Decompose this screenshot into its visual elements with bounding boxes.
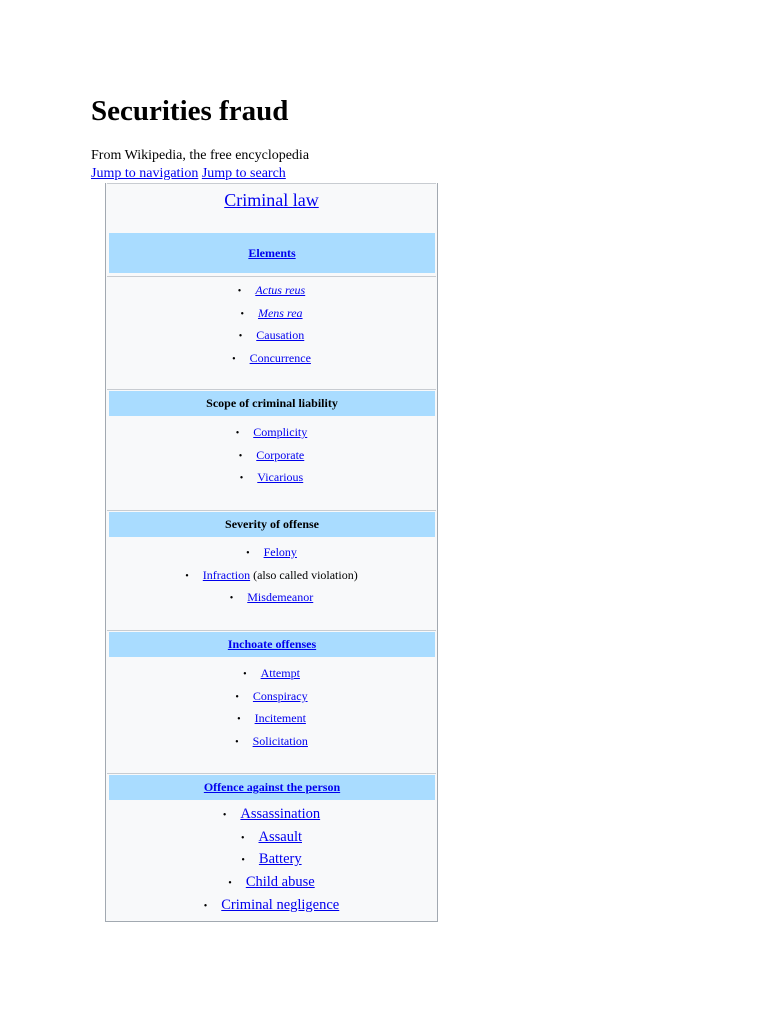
offence-against-person-link[interactable]: Offence against the person [203,780,341,794]
conspiracy-link[interactable]: Conspiracy [252,688,308,703]
list-item: • Felony [246,545,297,559]
jump-to-navigation-link[interactable]: Jump to navigation [91,166,199,181]
attempt-link[interactable]: Attempt [260,666,300,680]
list-item: • Battery [241,851,302,868]
list-item: • Vicarious [239,470,304,485]
vicarious-link[interactable]: Vicarious [257,470,304,485]
causation-link[interactable]: Causation [256,328,305,343]
section-header-inchoate [109,632,435,657]
list-item: • Mens rea [240,305,303,320]
assault-link[interactable]: Assault [258,828,302,845]
sidebar-title [106,189,437,211]
site-tagline: From Wikipedia, the free encyclopedia [91,148,310,163]
list-item: • Actus reus [237,283,306,297]
list-item: • Assassination [222,806,321,822]
list-item: • Assault [240,828,302,845]
section-header-severity: Severity of offense [109,512,435,537]
list-item: • Criminal negligence [203,896,340,913]
complicity-link[interactable]: Complicity [253,425,308,439]
list-item: • Solicitation [235,734,308,749]
list-item: • Attempt [243,666,300,680]
section-divider [107,276,436,277]
child-abuse-link[interactable]: Child abuse [245,874,315,891]
section-divider [107,773,436,774]
infraction-link[interactable]: Infraction [202,567,251,582]
corporate-link[interactable]: Corporate [256,447,305,462]
infraction-note: (also called violation) [250,567,358,582]
felony-link[interactable]: Felony [263,545,297,559]
person-offences-list [107,804,436,918]
severity-list [107,542,436,610]
list-item: • Causation [238,328,305,343]
inchoate-offenses-link[interactable]: Inchoate offenses [227,637,317,651]
elements-list [107,280,436,371]
list-item: • Infraction (also called violation) [185,567,358,582]
assassination-link[interactable]: Assassination [240,806,321,822]
section-header-person [109,775,435,800]
list-item: • Conspiracy [235,688,308,703]
concurrence-link[interactable]: Concurrence [249,351,311,366]
list-item: • Corporate [238,447,305,462]
section-divider [107,389,436,390]
section-header-elements [109,233,435,273]
list-item: • Concurrence [232,351,311,366]
page-title: Securities fraud [91,95,289,127]
list-item: • Child abuse [228,874,315,891]
criminal-negligence-link[interactable]: Criminal negligence [221,896,340,913]
scope-list [107,422,436,490]
list-item: • Incitement [237,711,306,726]
section-divider [107,510,436,511]
jump-links [91,165,286,183]
section-header-scope: Scope of criminal liability [109,391,435,416]
list-item: • Complicity [235,425,308,439]
criminal-law-link[interactable]: Criminal law [224,190,319,210]
sidebar-top-border [107,183,436,184]
misdemeanor-link[interactable]: Misdemeanor [247,590,314,605]
incitement-link[interactable]: Incitement [254,711,306,726]
battery-link[interactable]: Battery [258,851,302,868]
actus-reus-link[interactable]: Actus reus [255,283,306,297]
mens-rea-link[interactable]: Mens rea [257,305,303,320]
inchoate-list [107,663,436,754]
section-divider [107,630,436,631]
elements-link[interactable]: Elements [248,245,296,260]
jump-to-search-link[interactable]: Jump to search [201,166,286,181]
solicitation-link[interactable]: Solicitation [252,734,308,749]
list-item: • Misdemeanor [229,590,314,605]
